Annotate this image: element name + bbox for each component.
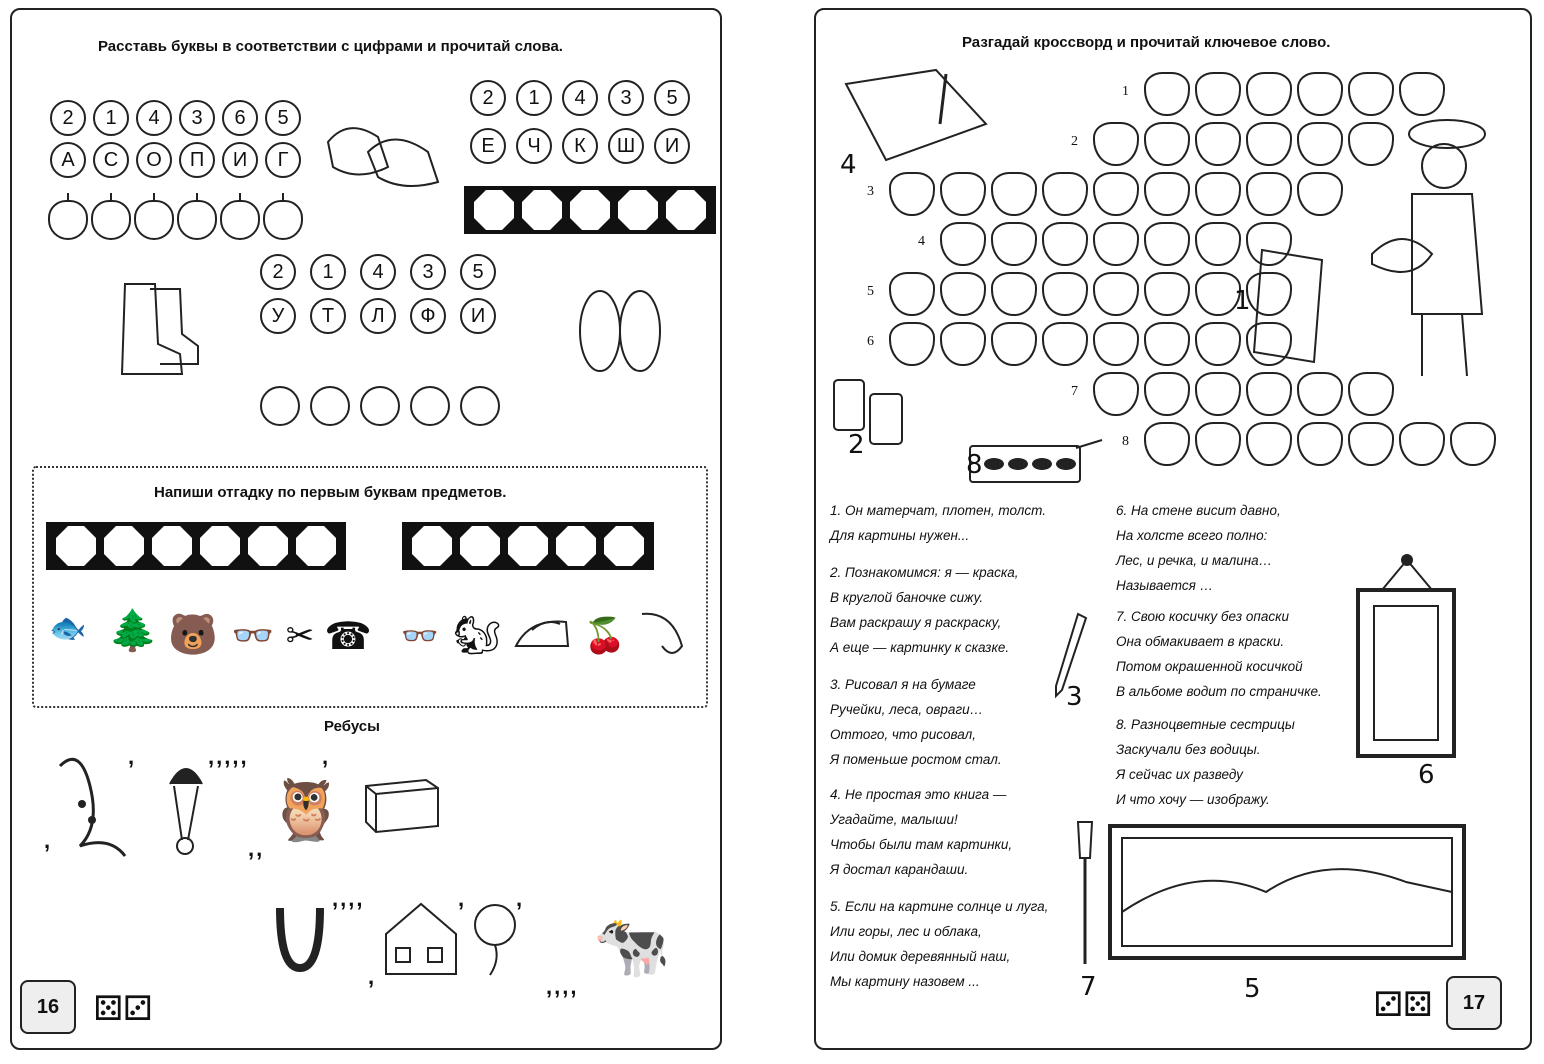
house-icon xyxy=(376,894,466,984)
riddle-2: 2. Познакомимся: я — краска, В круглой баночке сижу. Вам раскрашу я раскраску, А еще — картинку к сказке. xyxy=(830,565,1019,655)
row-number: 7 xyxy=(1071,384,1078,399)
crossword-cell[interactable] xyxy=(1399,72,1445,116)
crossword-cell[interactable] xyxy=(889,322,935,366)
crossword-cell[interactable] xyxy=(1348,422,1394,466)
pin-icon xyxy=(156,754,216,864)
letter-circle: И xyxy=(654,128,690,164)
answer-apple[interactable] xyxy=(48,200,88,240)
number-circle: 3 xyxy=(608,80,644,116)
crossword-cell[interactable] xyxy=(940,272,986,316)
crossword-cell[interactable] xyxy=(991,272,1037,316)
answer-apple[interactable] xyxy=(263,200,303,240)
number-circle: 3 xyxy=(179,100,215,136)
letter-circle: И xyxy=(222,142,258,178)
crossword-cell[interactable] xyxy=(1348,72,1394,116)
rebus-comma: , xyxy=(128,744,137,769)
crossword-cell[interactable] xyxy=(1297,372,1343,416)
crossword-cell[interactable] xyxy=(1144,172,1190,216)
telephone-icon: ☎ xyxy=(324,615,372,658)
crossword-cell[interactable] xyxy=(1144,72,1190,116)
crossword-cell[interactable] xyxy=(1297,422,1343,466)
answer-flower[interactable] xyxy=(460,386,500,426)
canvas-number: 1 xyxy=(1234,286,1251,316)
landscape-icon xyxy=(1106,822,1468,962)
crossword-cell[interactable] xyxy=(1144,372,1190,416)
iron-icon xyxy=(510,610,574,662)
cow-icon: 🐄 xyxy=(593,911,671,981)
crossword-heading: Разгадай кроссворд и прочитай ключевое слово. xyxy=(962,34,1331,51)
rebus-comma: , xyxy=(368,964,377,989)
squirrel-icon: 🐿 xyxy=(452,615,502,657)
number-circle: 4 xyxy=(360,254,396,290)
crossword-cell[interactable] xyxy=(1246,172,1292,216)
crossword-cell[interactable] xyxy=(1195,172,1241,216)
number-circle: 5 xyxy=(654,80,690,116)
answer-flower[interactable] xyxy=(410,386,450,426)
lizard-icon xyxy=(40,746,140,866)
crossword-cell[interactable] xyxy=(1399,422,1445,466)
number-circle: 5 xyxy=(265,100,301,136)
crossword-cell[interactable] xyxy=(1093,122,1139,166)
crossword-cell[interactable] xyxy=(1144,422,1190,466)
crossword-cell[interactable] xyxy=(1093,222,1139,266)
puzzle-b-answer-cells[interactable] xyxy=(464,186,716,234)
number-circle: 1 xyxy=(93,100,129,136)
crossword-cell[interactable] xyxy=(1450,422,1496,466)
rebus-commas: ,, xyxy=(248,836,265,861)
number-circle: 1 xyxy=(310,254,346,290)
letter-circle: Ш xyxy=(608,128,644,164)
row-number: 6 xyxy=(867,334,874,349)
crossword-cell[interactable] xyxy=(889,272,935,316)
letter-circle: И xyxy=(460,298,496,334)
crossword-cell[interactable] xyxy=(991,222,1037,266)
rebus-commas: ,,,, xyxy=(332,886,365,911)
crossword-cell[interactable] xyxy=(1144,122,1190,166)
riddle-1: 1. Он матерчат, плотен, толст. Для картины нужен... xyxy=(830,503,1046,543)
row-number: 5 xyxy=(867,284,874,299)
number-circle: 5 xyxy=(460,254,496,290)
row-number: 8 xyxy=(1122,434,1129,449)
task3-heading: Ребусы xyxy=(324,718,380,735)
crossword-cell[interactable] xyxy=(889,172,935,216)
riddle-8: 8. Разноцветные сестрицы Заскучали без водицы. Я сейчас их разведу И что хочу — изображу. xyxy=(1116,717,1295,807)
letter-circle: П xyxy=(179,142,215,178)
crossword-cell[interactable] xyxy=(1093,172,1139,216)
riddle-6: 6. На стене висит давно, На холсте всего полно: Лес, и речка, и малина… Называется … xyxy=(1116,503,1281,593)
horseshoe-icon xyxy=(270,888,330,978)
loop-icon xyxy=(632,606,692,662)
crossword-cell[interactable] xyxy=(1195,122,1241,166)
crossword-cell[interactable] xyxy=(1144,322,1190,366)
glasses-icon: 👓 xyxy=(401,619,439,653)
answer-flower[interactable] xyxy=(260,386,300,426)
task1-heading: Расставь буквы в соответствии с цифрами и прочитай слова. xyxy=(98,38,563,55)
answer-apple[interactable] xyxy=(91,200,131,240)
crossword-cell[interactable] xyxy=(1042,322,1088,366)
painting-icon xyxy=(1352,550,1462,760)
task2-heading: Напиши отгадку по первым буквам предметов. xyxy=(154,484,507,501)
answer-flower[interactable] xyxy=(310,386,350,426)
number-circle: 1 xyxy=(516,80,552,116)
crossword-cell[interactable] xyxy=(1297,72,1343,116)
crossword-cell[interactable] xyxy=(991,172,1037,216)
rebus-comma: , xyxy=(44,828,53,853)
owl-icon: 🦉 xyxy=(268,775,344,843)
crossword-cell[interactable] xyxy=(1042,272,1088,316)
task2-frame xyxy=(32,466,708,708)
crossword-cell[interactable] xyxy=(1195,72,1241,116)
answer-apple[interactable] xyxy=(134,200,174,240)
page-number: 16 xyxy=(20,980,76,1034)
scissors-icon: ✂ xyxy=(285,617,315,655)
letter-circle: Т xyxy=(310,298,346,334)
cherry-icon: 🍒 xyxy=(583,617,627,655)
canvas-icon xyxy=(1252,240,1332,370)
number-circle: 6 xyxy=(222,100,258,136)
number-circle: 2 xyxy=(470,80,506,116)
album-icon xyxy=(836,64,996,164)
right-page xyxy=(814,8,1532,1050)
letter-circle: О xyxy=(136,142,172,178)
answer-apple[interactable] xyxy=(220,200,260,240)
letter-circle: Г xyxy=(265,142,301,178)
task2-answer-cells-a[interactable] xyxy=(46,522,346,570)
row-number: 1 xyxy=(1122,84,1129,99)
page-number: 17 xyxy=(1446,976,1502,1030)
brush-icon xyxy=(1070,818,1100,968)
letter-circle: С xyxy=(93,142,129,178)
left-page xyxy=(10,8,722,1050)
artist-icon xyxy=(1352,114,1502,394)
letter-circle: А xyxy=(50,142,86,178)
answer-apple[interactable] xyxy=(177,200,217,240)
brush-number: 7 xyxy=(1080,972,1097,1002)
crossword-cell[interactable] xyxy=(1093,272,1139,316)
bear-icon: 🐻 xyxy=(168,612,218,657)
crossword-cell[interactable] xyxy=(1195,322,1241,366)
number-circle: 3 xyxy=(410,254,446,290)
boots-icon xyxy=(110,274,200,384)
tree-icon: 🌲 xyxy=(108,608,158,653)
rebus-comma: , xyxy=(322,744,331,769)
glasses-icon: 👓 xyxy=(231,617,275,655)
row-number: 3 xyxy=(867,184,874,199)
number-circle: 4 xyxy=(136,100,172,136)
crossword-cell[interactable] xyxy=(1195,422,1241,466)
number-circle: 4 xyxy=(562,80,598,116)
crossword-cell[interactable] xyxy=(1093,322,1139,366)
crossword-cell[interactable] xyxy=(1246,72,1292,116)
number-circle: 2 xyxy=(50,100,86,136)
crossword-cell[interactable] xyxy=(1144,272,1190,316)
rebus-commas: ,,,,, xyxy=(208,744,249,769)
letter-circle: Ч xyxy=(516,128,552,164)
crossword-cell[interactable] xyxy=(1195,222,1241,266)
letter-circle: У xyxy=(260,298,296,334)
letter-circle: Л xyxy=(360,298,396,334)
crossword-cell[interactable] xyxy=(1297,122,1343,166)
letter-circle: К xyxy=(562,128,598,164)
dice-icon: ⚂⚄ xyxy=(1373,986,1433,1024)
crossword-cell[interactable] xyxy=(991,322,1037,366)
task2-answer-cells-b[interactable] xyxy=(402,522,654,570)
riddle-7: 7. Свою косичку без опаски Она обмакивает в краски. Потом окрашенной косичкой В альбоме водит по страничке. xyxy=(1116,609,1322,699)
palette-icon xyxy=(966,436,1106,490)
row-number: 4 xyxy=(918,234,925,249)
crossword-cell[interactable] xyxy=(1246,122,1292,166)
pencil-number: 3 xyxy=(1066,682,1083,712)
riddle-5: 5. Если на картине солнце и луга, Или горы, лес и облака, Или домик деревянный наш, Мы картину назовем ... xyxy=(830,899,1049,989)
answer-flower[interactable] xyxy=(360,386,400,426)
riddle-3: 3. Рисовал я на бумаге Ручейки, леса, овраги… Оттого, что рисовал, Я поменьше ростом стал. xyxy=(830,677,1002,767)
crossword-cell[interactable] xyxy=(1246,372,1292,416)
dice-icon: ⚄⚂ xyxy=(93,990,153,1028)
crossword-cell[interactable] xyxy=(1093,372,1139,416)
crossword-cell[interactable] xyxy=(1144,222,1190,266)
album-number: 4 xyxy=(840,150,857,180)
letter-circle: Е xyxy=(470,128,506,164)
paints-number: 2 xyxy=(848,430,865,460)
balloon-icon xyxy=(470,900,520,980)
rebus-comma: , xyxy=(516,886,525,911)
crossword-cell[interactable] xyxy=(940,172,986,216)
number-circle: 2 xyxy=(260,254,296,290)
fish-icon: 🐟 xyxy=(49,611,87,645)
rebus-comma: , xyxy=(458,886,467,911)
paints-icon xyxy=(830,376,920,476)
crossword-cell[interactable] xyxy=(1042,222,1088,266)
landscape-number: 5 xyxy=(1244,974,1261,1004)
box-icon xyxy=(362,776,442,836)
row-number: 2 xyxy=(1071,134,1078,149)
crossword-cell[interactable] xyxy=(1042,172,1088,216)
riddle-4: 4. Не простая это книга — Угадайте, малыши! Чтобы были там картинки, Я достал карандаши. xyxy=(830,787,1013,877)
crossword-cell[interactable] xyxy=(1297,172,1343,216)
letter-circle: Ф xyxy=(410,298,446,334)
slippers-icon xyxy=(318,112,448,192)
painting-number: 6 xyxy=(1418,760,1435,790)
crossword-cell[interactable] xyxy=(1246,422,1292,466)
crossword-cell[interactable] xyxy=(940,322,986,366)
crossword-cell[interactable] xyxy=(940,222,986,266)
shoes-icon xyxy=(570,276,670,376)
crossword-cell[interactable] xyxy=(1195,372,1241,416)
rebus-commas: ,,,, xyxy=(546,974,579,999)
palette-number: 8 xyxy=(966,450,983,480)
